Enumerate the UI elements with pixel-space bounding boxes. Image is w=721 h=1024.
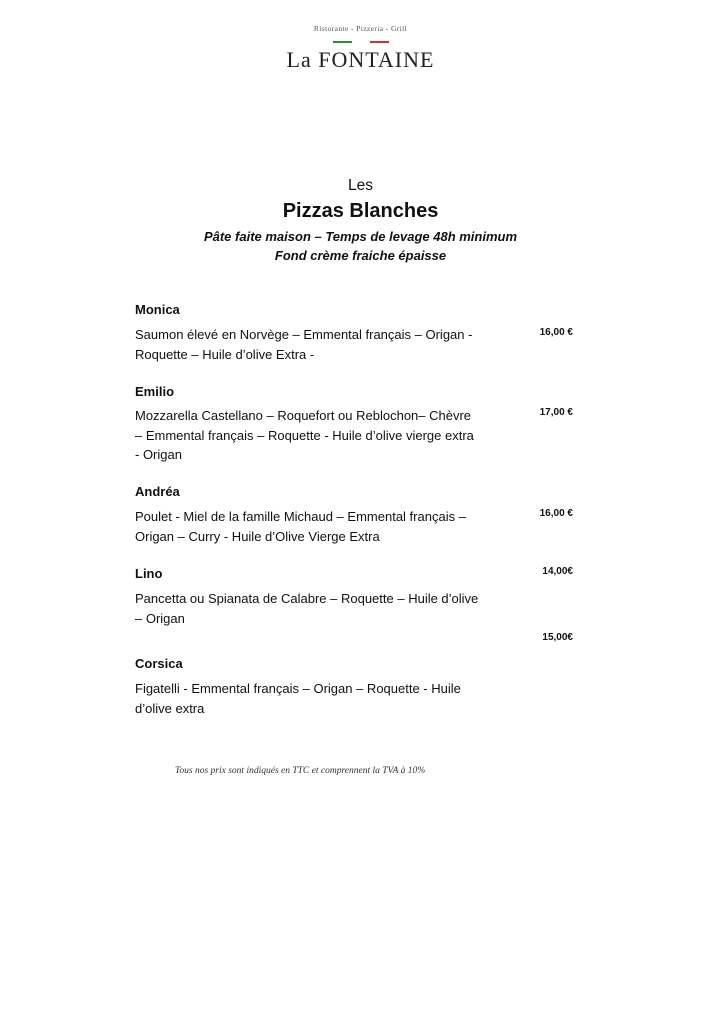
pizza-desc-andrea: Poulet - Miel de la famille Michaud – Emmental français – Origan – Curry - Huile d’Olive Vierge Extra: [135, 509, 466, 544]
flag-red: [370, 41, 389, 43]
vat-footnote: Tous nos prix sont indiqués en TTC et comprennent la TVA à 10%: [175, 766, 426, 776]
restaurant-tagline: Ristorante - Pizzeria - Grill: [313, 24, 408, 33]
section-title: Pizzas Blanches: [282, 200, 439, 222]
pizza-price-andrea: 16,00 €: [539, 508, 573, 519]
pizza-price-corsica: 15,00€: [542, 632, 573, 643]
dough-note: Pâte faite maison – Temps de levage 48h minimum: [203, 229, 518, 244]
restaurant-brand: La FONTAINE: [286, 47, 435, 72]
pizza-name-lino: Lino: [135, 566, 163, 581]
pizza-price-emilio: 17,00 €: [539, 407, 573, 418]
base-note: Fond crème fraiche épaisse: [274, 248, 447, 263]
pizza-name-corsica: Corsica: [135, 656, 183, 671]
section-prefix: Les: [348, 177, 373, 194]
pizza-desc-lino: Pancetta ou Spianata de Calabre – Roquette – Huile d’olive – Origan: [135, 591, 479, 626]
pizza-name-emilio: Emilio: [135, 384, 175, 399]
flag-green: [333, 41, 352, 43]
pizza-name-andrea: Andréa: [135, 484, 180, 499]
pizza-name-monica: Monica: [135, 302, 180, 317]
italian-flag-stripe: [333, 41, 389, 43]
pizza-price-lino: 14,00€: [542, 566, 573, 577]
pizza-desc-monica: Saumon élevé en Norvège – Emmental français – Origan - Roquette – Huile d’olive Extra -: [135, 327, 473, 362]
pizza-desc-emilio: Mozzarella Castellano – Roquefort ou Reblochon– Chèvre – Emmental français – Roquette - Huile d’olive vierge extra - Origan: [135, 408, 474, 462]
pizza-price-monica: 16,00 €: [539, 327, 573, 338]
pizza-desc-corsica: Figatelli - Emmental français – Origan – Roquette - Huile d’olive extra: [135, 681, 461, 716]
flag-white: [352, 41, 371, 43]
